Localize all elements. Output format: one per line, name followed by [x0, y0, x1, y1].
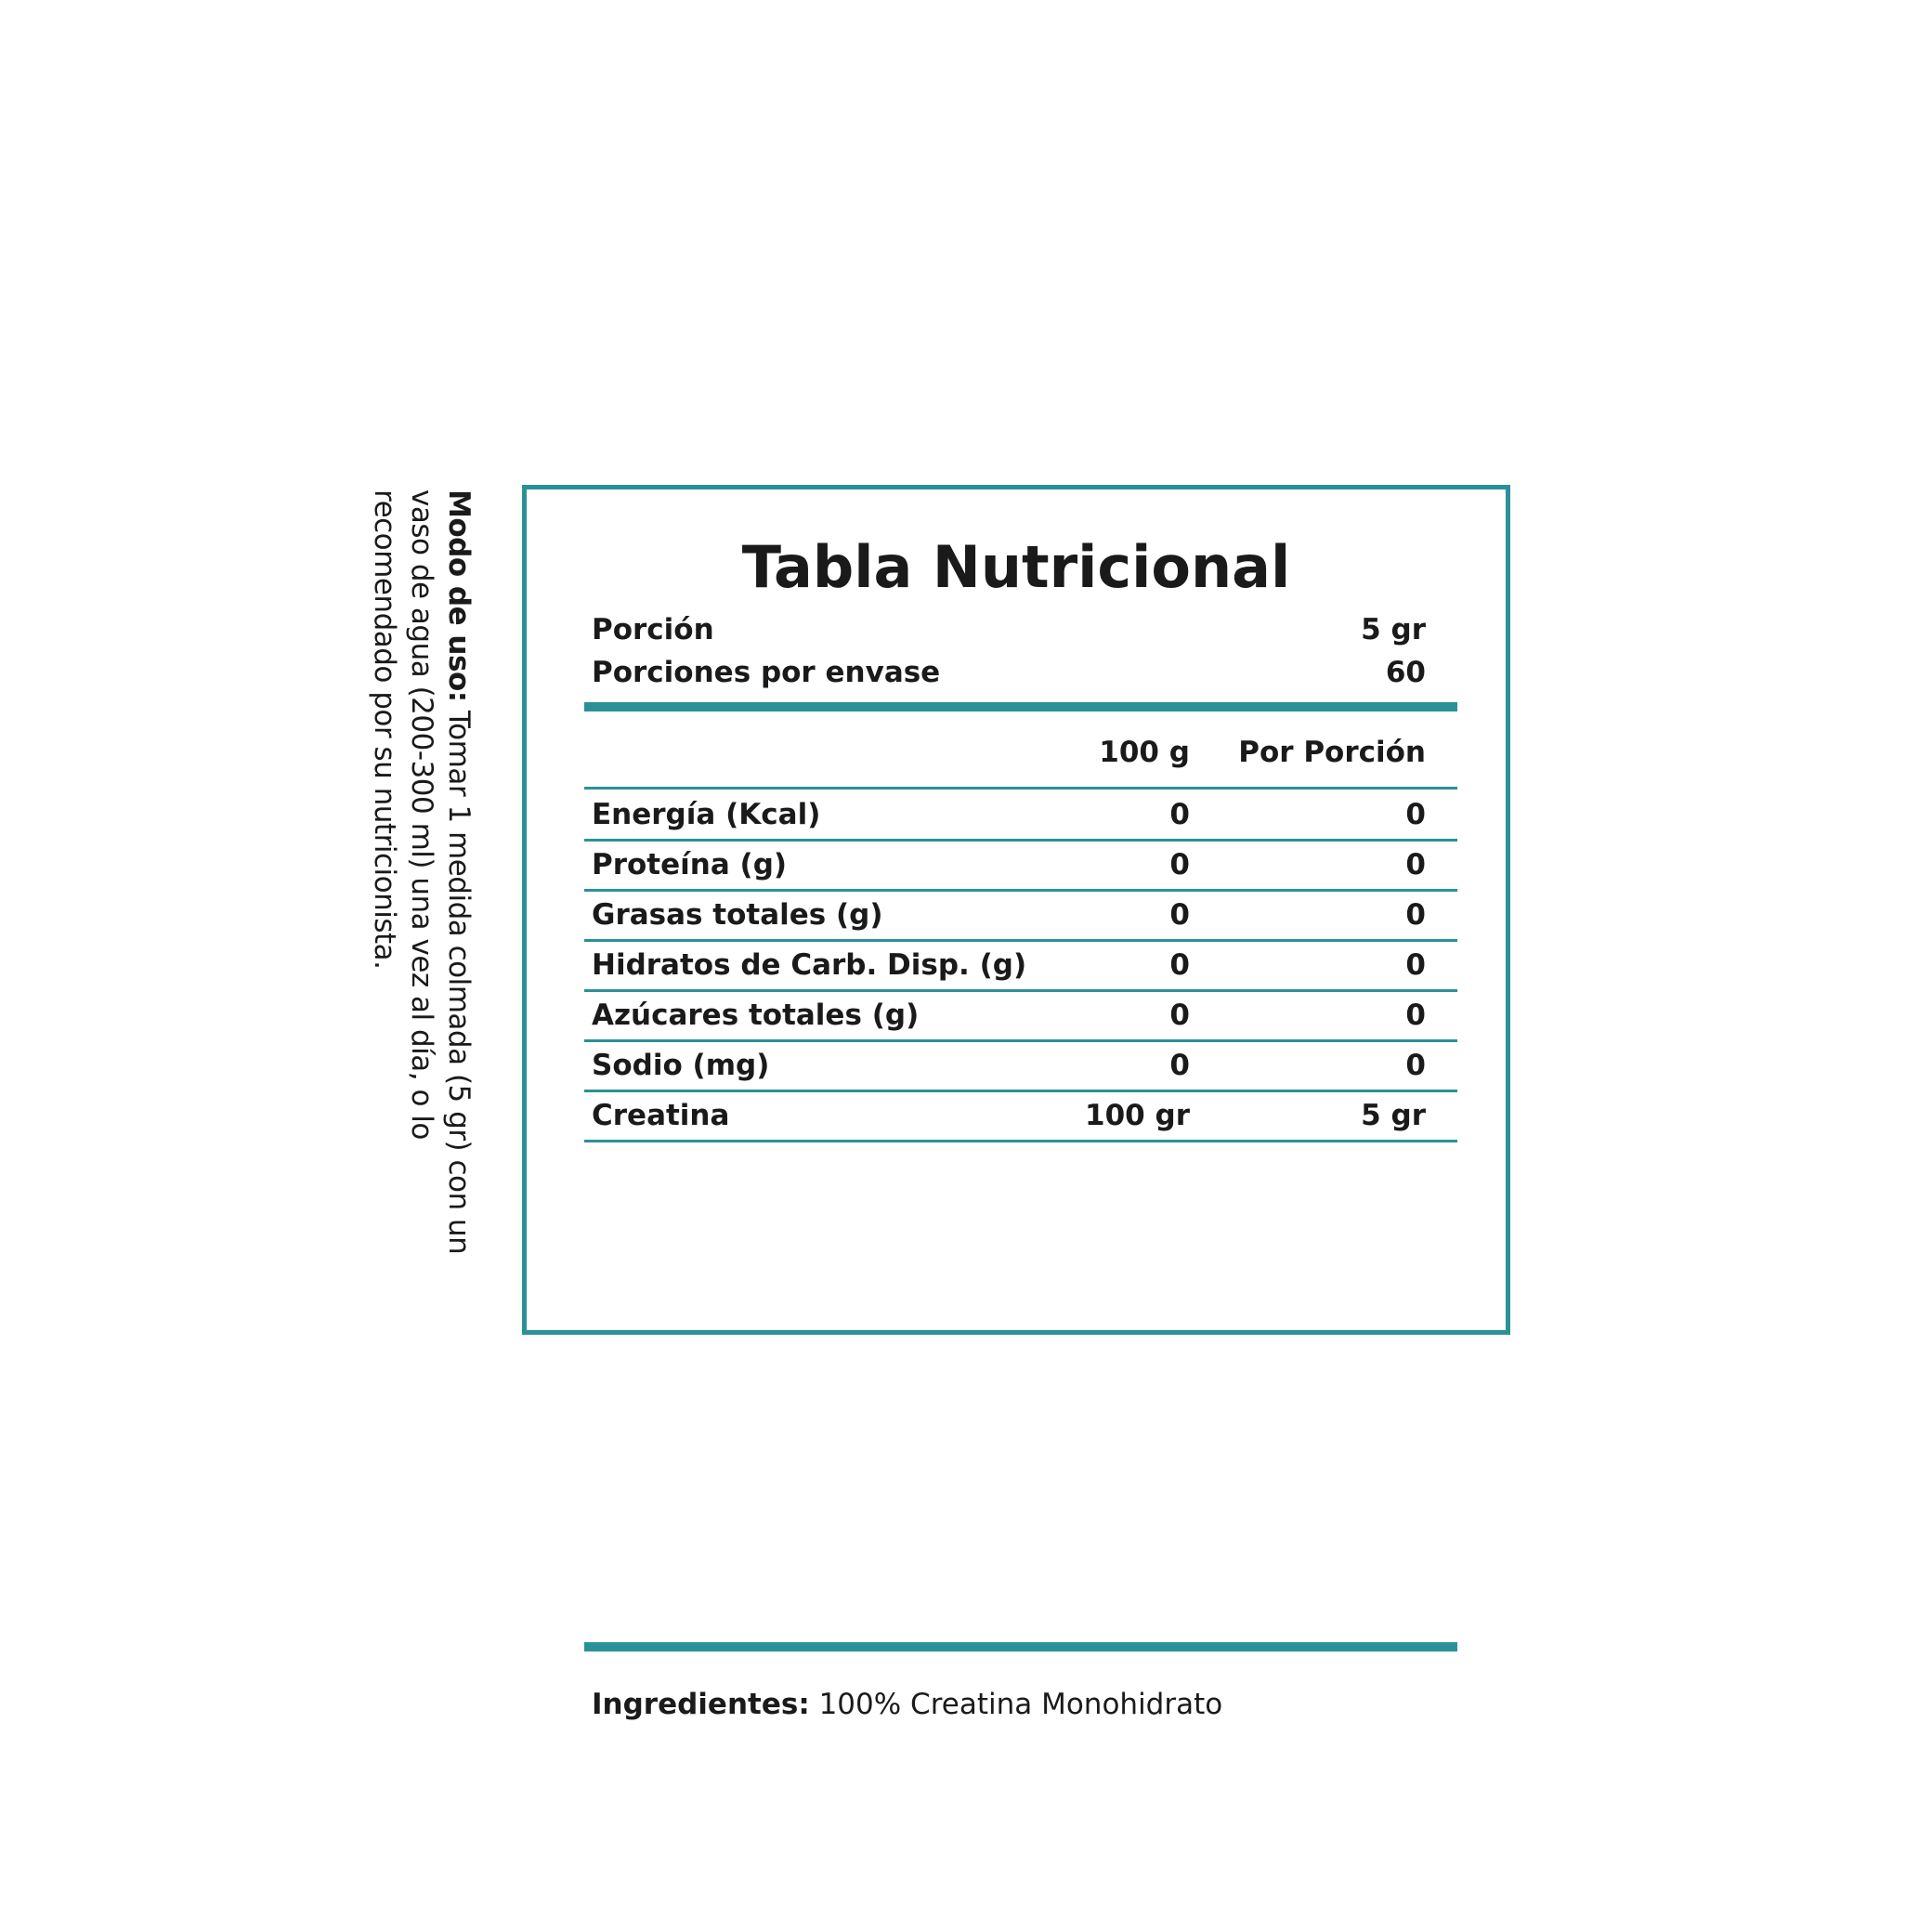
nutrient-label: Grasas totales (g) [592, 898, 883, 932]
usage-body: Tomar 1 medida colmada (5 gr) con un vaso de agua (200-300 ml) una vez al día, o lo recomendado por su nutricionista. [368, 490, 476, 1255]
nutrient-value-100g: 0 [1169, 898, 1190, 932]
table-row [584, 990, 1457, 1040]
row-divider [584, 1140, 1457, 1142]
nutrient-value-portion: 0 [1405, 1049, 1426, 1082]
nutrient-value-100g: 0 [1169, 1049, 1190, 1082]
nutrient-label: Proteína (g) [592, 848, 788, 881]
nutrient-value-100g: 0 [1169, 848, 1190, 881]
table-row [584, 890, 1457, 940]
ingredients-text: 100% Creatina Monohidrato [809, 1688, 1223, 1721]
nutrition-panel [522, 485, 1510, 1721]
nutrient-value-portion: 0 [1405, 798, 1426, 831]
usage-label: Modo de uso: [442, 490, 476, 702]
nutrient-value-100g: 0 [1169, 999, 1190, 1032]
table-row [584, 790, 1457, 840]
column-headers [584, 729, 1457, 776]
column-header-100g: 100 g [1099, 736, 1190, 769]
ingredients-label: Ingredientes: [592, 1688, 810, 1721]
table-row [584, 1040, 1457, 1090]
nutrient-value-portion: 0 [1405, 898, 1426, 932]
nutrient-value-portion: 0 [1405, 999, 1426, 1032]
nutrient-label: Energía (Kcal) [592, 798, 821, 831]
nutrient-value-portion: 5 gr [1361, 1099, 1426, 1132]
servings-value: 60 [1385, 656, 1426, 689]
servings-label: Porciones por envase [592, 656, 941, 689]
nutrient-value-portion: 0 [1405, 848, 1426, 881]
serving-label: Porción [592, 613, 714, 646]
serving-info [584, 608, 1457, 694]
table-row [584, 940, 1457, 990]
usage-instructions [360, 490, 477, 1325]
usage-text [366, 490, 477, 1325]
column-header-portion: Por Porción [1238, 736, 1426, 769]
serving-row [584, 608, 1457, 651]
table-title: Tabla Nutricional [741, 533, 1291, 601]
nutrient-label: Hidratos de Carb. Disp. (g) [592, 948, 1027, 982]
serving-value: 5 gr [1361, 613, 1426, 646]
nutrient-value-100g: 0 [1169, 798, 1190, 831]
table-row [584, 840, 1457, 890]
bottom-thick-divider [584, 1642, 1457, 1651]
nutrient-value-100g: 0 [1169, 948, 1190, 982]
ingredients [592, 1681, 1222, 1728]
table-row [584, 1090, 1457, 1141]
nutrient-label: Azúcares totales (g) [592, 999, 920, 1032]
top-thick-divider [584, 702, 1457, 711]
nutrient-value-100g: 100 gr [1085, 1099, 1190, 1132]
nutrient-label: Creatina [592, 1099, 730, 1132]
nutrient-label: Sodio (mg) [592, 1049, 770, 1082]
nutrient-value-portion: 0 [1405, 948, 1426, 982]
servings-per-container-row [584, 651, 1457, 694]
